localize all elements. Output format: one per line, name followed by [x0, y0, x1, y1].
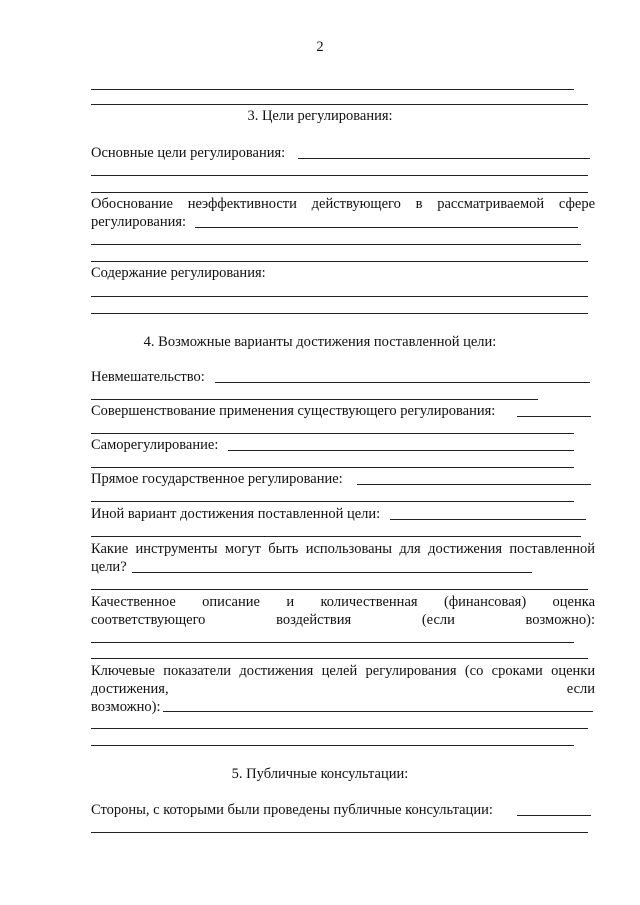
fill-line[interactable]: [91, 589, 588, 590]
fill-line[interactable]: [91, 642, 574, 643]
tools-line[interactable]: [132, 572, 532, 573]
fill-line[interactable]: [91, 728, 588, 729]
ineff-text-line2: регулирования:: [91, 214, 187, 230]
noninterference-line[interactable]: [215, 382, 590, 383]
section-4-heading: 4. Возможные варианты достижения поставленной цели:: [143, 334, 497, 350]
fill-line[interactable]: [91, 192, 588, 193]
kpi-line[interactable]: [163, 711, 593, 712]
kpi-text-line3: возможно):: [91, 699, 161, 715]
goals-label: Основные цели регулирования:: [91, 145, 286, 161]
qual-text-line2: соответствующего воздействия (если возможно):: [91, 612, 595, 628]
section-5-heading: 5. Публичные консультации:: [231, 766, 409, 782]
content-label: Содержание регулирования:: [91, 265, 266, 281]
fill-line[interactable]: [91, 244, 581, 245]
fill-line[interactable]: [91, 467, 574, 468]
fill-line[interactable]: [91, 89, 574, 90]
ineff-line[interactable]: [195, 227, 578, 228]
tools-text-line1: Какие инструменты могут быть использованы для достижения поставленной: [91, 541, 596, 557]
fill-line[interactable]: [91, 501, 574, 502]
fill-line[interactable]: [91, 832, 588, 833]
fill-line[interactable]: [91, 399, 538, 400]
direct-label: Прямое государственное регулирование:: [91, 471, 343, 487]
fill-line[interactable]: [91, 296, 588, 297]
fill-line[interactable]: [91, 104, 588, 105]
goals-line[interactable]: [298, 158, 590, 159]
selfregulation-line[interactable]: [228, 450, 574, 451]
parties-line[interactable]: [517, 815, 591, 816]
fill-line[interactable]: [91, 745, 574, 746]
parties-label: Стороны, с которыми были проведены публичные консультации:: [91, 802, 493, 818]
fill-line[interactable]: [91, 175, 588, 176]
improvement-line[interactable]: [517, 416, 591, 417]
other-label: Иной вариант достижения поставленной цели:: [91, 506, 381, 522]
qual-text-line1: Качественное описание и количественная (финансовая) оценка: [91, 594, 596, 610]
tools-text-line2: цели?: [91, 559, 127, 575]
kpi-text-line2: достижения, если: [91, 681, 595, 697]
kpi-text-line1: Ключевые показатели достижения целей регулирования (со сроками оценки: [91, 663, 596, 679]
fill-line[interactable]: [91, 261, 588, 262]
direct-line[interactable]: [357, 484, 591, 485]
section-3-heading: 3. Цели регулирования:: [247, 108, 393, 124]
noninterference-label: Невмешательство:: [91, 369, 205, 385]
improvement-label: Совершенствование применения существующего регулирования:: [91, 403, 496, 419]
other-line[interactable]: [390, 519, 586, 520]
fill-line[interactable]: [91, 536, 581, 537]
fill-line[interactable]: [91, 433, 574, 434]
fill-line[interactable]: [91, 658, 588, 659]
selfregulation-label: Саморегулирование:: [91, 437, 219, 453]
ineff-text-line1: Обоснование неэффективности действующего в рассматриваемой сфере: [91, 196, 596, 212]
page-number: 2: [316, 39, 324, 55]
fill-line[interactable]: [91, 313, 588, 314]
